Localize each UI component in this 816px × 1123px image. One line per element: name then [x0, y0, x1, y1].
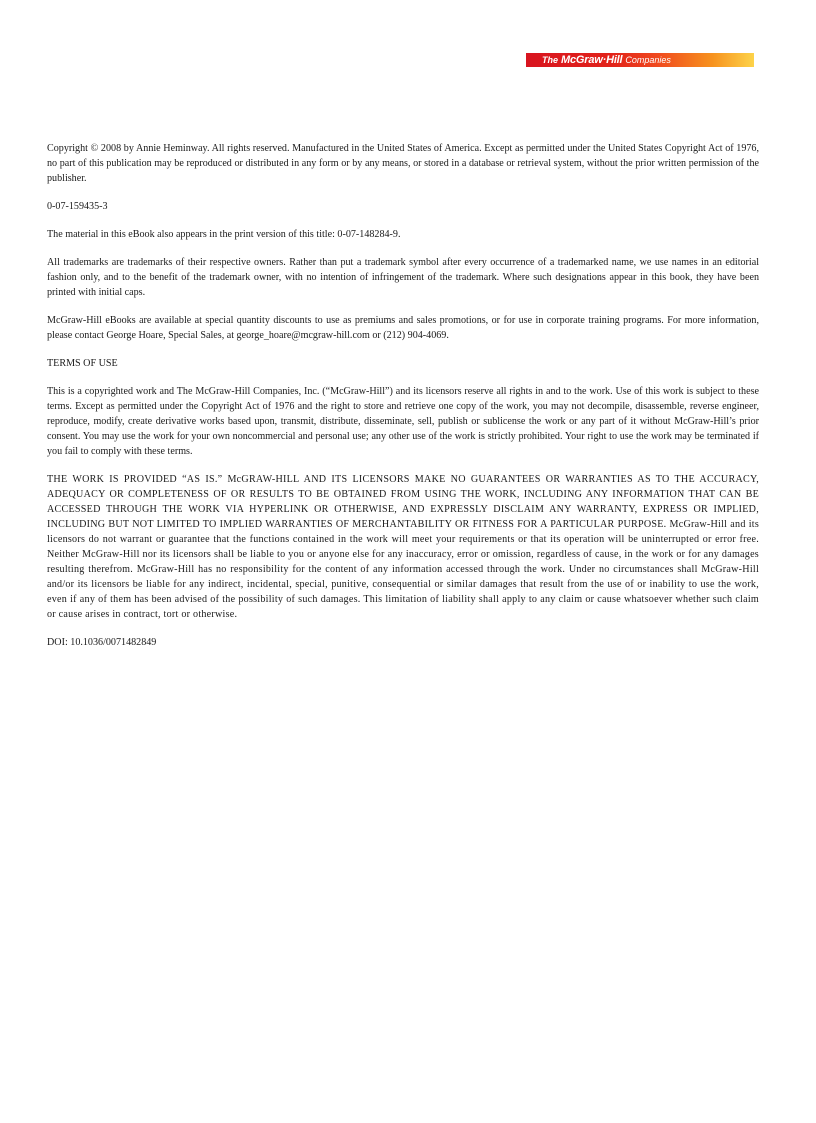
trademark-notice: All trademarks are trademarks of their respective owners. Rather than put a trademark symbol after every occurrence of a trademarked name, we use names in an editorial fashion only, and to the benefit of the trademark owner, with no intention of infringement of the trademark. Where such designations appear in this book, they have been printed with initial caps.: [47, 257, 759, 298]
print-version-note: The material in this eBook also appears in the print version of this title: 0-07-148284-9.: [47, 229, 401, 240]
copyright-notice: Copyright © 2008 by Annie Heminway. All rights reserved. Manufactured in the United States of America. Except as permitted under the United States Copyright Act of 1976, no part of this publication may be reproduced or distributed in any form or by any means, or stored in a database or retrieval system, without the prior written permission of the publisher.: [47, 143, 759, 184]
doi: DOI: 10.1036/0071482849: [47, 637, 157, 648]
special-sales-notice: McGraw-Hill eBooks are available at special quantity discounts to use as premiums and sales promotions, or for use in corporate training programs. For more information, please contact George Hoare, Special Sales, at george_hoare@mcgraw-hill.com or (212) 904-4069.: [47, 315, 759, 341]
copyright-page-content: [47, 141, 759, 663]
terms-of-use-heading: TERMS OF USE: [47, 358, 118, 369]
logo-name-text: McGraw·Hill: [561, 54, 623, 66]
warranty-disclaimer: THE WORK IS PROVIDED “AS IS.” McGRAW-HILL AND ITS LICENSORS MAKE NO GUARANTEES OR WARRANTIES AS TO THE ACCURACY, ADEQUACY OR COMPLETENESS OF OR RESULTS TO BE OBTAINED FROM USING THE WORK, INCLUDING ANY INFORMATION THAT CAN BE ACCESSED THROUGH THE WORK VIA HYPERLINK OR OTHERWISE, AND EXPRESSLY DISCLAIM ANY WARRANTY, EXPRESS OR IMPLIED, INCLUDING BUT NOT LIMITED TO IMPLIED WARRANTIES OF MERCHANTABILITY OR FITNESS FOR A PARTICULAR PURPOSE. McGraw-Hill and its licensors do not warrant or guarantee that the functions contained in the work will meet your requirements or that its operation will be uninterrupted or error free. Neither McGraw-Hill nor its licensors shall be liable to you or anyone else for any inaccuracy, error or omission, regardless of cause, in the work or for any damages resulting therefrom. McGraw-Hill has no responsibility for the content of any information accessed through the work. Under no circumstances shall McGraw-Hill and/or its licensors be liable for any indirect, incidental, special, punitive, consequential or similar damages that result from the use of or inability to use the work, even if any of them has been advised of the possibility of such damages. This limitation of liability shall apply to any claim or cause whatsoever whether such claim or cause arises in contract, tort or otherwise.: [47, 474, 759, 620]
logo-the-text: The: [542, 55, 559, 65]
publisher-logo: [526, 53, 754, 67]
logo-companies-text: Companies: [625, 55, 671, 65]
terms-of-use-body: This is a copyrighted work and The McGraw-Hill Companies, Inc. (“McGraw-Hill”) and its licensors reserve all rights in and to the work. Use of this work is subject to these terms. Except as permitted under the Copyright Act of 1976 and the right to store and retrieve one copy of the work, you may not decompile, disassemble, reverse engineer, reproduce, modify, create derivative works based upon, transmit, distribute, disseminate, sell, publish or sublicense the work or any part of it without McGraw-Hill’s prior consent. You may use the work for your own noncommercial and personal use; any other use of the work is strictly prohibited. Your right to use the work may be terminated if you fail to comply with these terms.: [47, 386, 759, 457]
isbn: 0-07-159435-3: [47, 201, 108, 212]
